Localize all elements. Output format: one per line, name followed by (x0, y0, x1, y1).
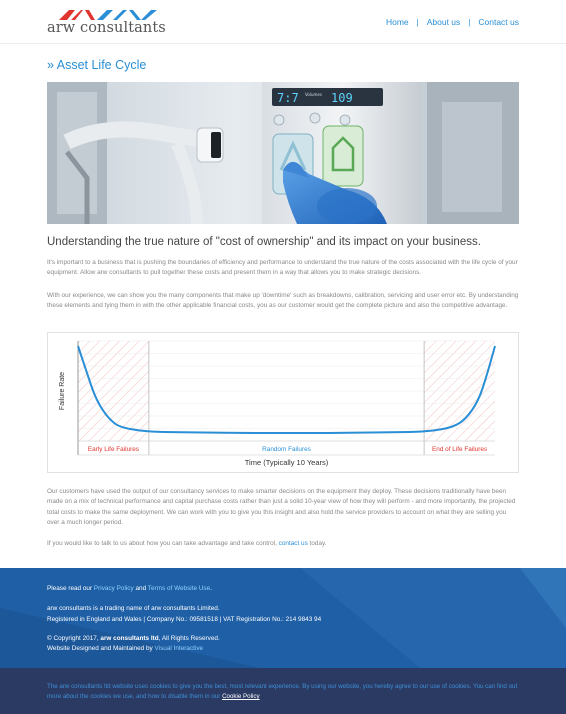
copyright-suffix: , All Rights Reserved. (158, 635, 220, 642)
site-header (0, 0, 566, 44)
device-display-unit: Volumes (305, 92, 322, 97)
intro-paragraph: It's important to a business that is pushing the boundaries of efficiency and performance to understand the true nature of the costs associated with the life cycle of your equipment. Allow arw consultants to pull together these costs and present them in a way that allows you to make strategic decisions. (47, 259, 518, 277)
designed-prefix: Website Designed and Maintained by (47, 645, 155, 652)
page-title: » Asset Life Cycle (47, 58, 147, 72)
cookie-message: The arw consultants ltd website uses cookies to give you the best, most relevant experience. By using our website, you hereby agree to our use of cookies. You can find out more about the cookies we use, and how to disable them in our (47, 683, 518, 700)
hero-image (47, 82, 519, 224)
footer-read-suffix: . (210, 585, 212, 592)
footer-and: and (133, 585, 148, 592)
privacy-policy-link[interactable]: Privacy Policy (93, 585, 134, 592)
contact-paragraph (47, 539, 519, 549)
footer-designer (47, 644, 203, 654)
region-label: Random Failures (262, 446, 311, 453)
nav-separator: | (416, 17, 419, 27)
footer-copyright (47, 634, 220, 644)
main-nav (386, 17, 519, 27)
contact-text-after: today. (307, 540, 327, 547)
visual-interactive-link[interactable]: Visual Interactive (154, 645, 204, 652)
bathtub-chart (47, 332, 519, 473)
footer-read-prefix: Please read our (47, 585, 94, 592)
nav-contact[interactable]: Contact us (478, 17, 519, 27)
cookie-banner (0, 668, 566, 714)
section-heading: Understanding the true nature of "cost of ownership" and its impact on your business. (47, 236, 481, 248)
y-axis-label: Failure Rate (59, 371, 66, 411)
region-label: End of Life Failures (432, 446, 488, 453)
cookie-text (47, 682, 522, 702)
terms-link[interactable]: Terms of Website Use (147, 585, 211, 592)
footer-legal-links (47, 584, 212, 594)
x-axis-label: Time (Typically 10 Years) (244, 458, 329, 467)
region-label: Early Life Failures (87, 446, 140, 453)
nav-about[interactable]: About us (426, 17, 461, 27)
copyright-company: arw consultants ltd (100, 635, 159, 642)
device-display-left: 7:7 (277, 91, 299, 105)
logo[interactable] (47, 8, 169, 40)
medical-device-illustration (47, 82, 519, 224)
nav-home[interactable]: Home (385, 17, 409, 27)
device-display-right: 109 (331, 91, 353, 105)
customers-paragraph: Our customers have used the output of our consultancy services to make smarter decisions on the equipment they deploy. These decisions traditionally have been made on a mix of technical performance and capital purchase costs rather than just a solid 10-year view of how they will perform - and more importantly, the projected total costs to make the same deployment. We can work with you to give you this insight and also hold the service providers to account on what they are selling you over a much longer period. (47, 488, 516, 527)
contact-text-before: If you would like to talk to us about how you can take advantage and take control, (47, 540, 279, 547)
footer-trading-name: arw consultants is a trading name of arw consultants Limited. (47, 605, 220, 612)
footer-registration: Registered in England and Wales | Company No.: 09581518 | VAT Registration No.: 214 9843 94 (47, 616, 322, 623)
contact-us-link[interactable]: contact us (278, 540, 308, 547)
nav-separator: | (468, 17, 471, 27)
logo-text: arw consultants (47, 20, 166, 36)
experience-paragraph: With our experience, we can show you the many components that make up 'downtime' such as breakdowns, calibration, servicing and user error etc. By understanding these elements and tying them in with the other applicable financial costs, you as our customer would get the complete picture and also the competitive advantage. (47, 292, 519, 310)
cookie-policy-link[interactable]: Cookie Policy (222, 693, 260, 700)
failure-rate-chart (48, 333, 518, 472)
copyright-prefix: © Copyright 2017, (47, 635, 101, 642)
